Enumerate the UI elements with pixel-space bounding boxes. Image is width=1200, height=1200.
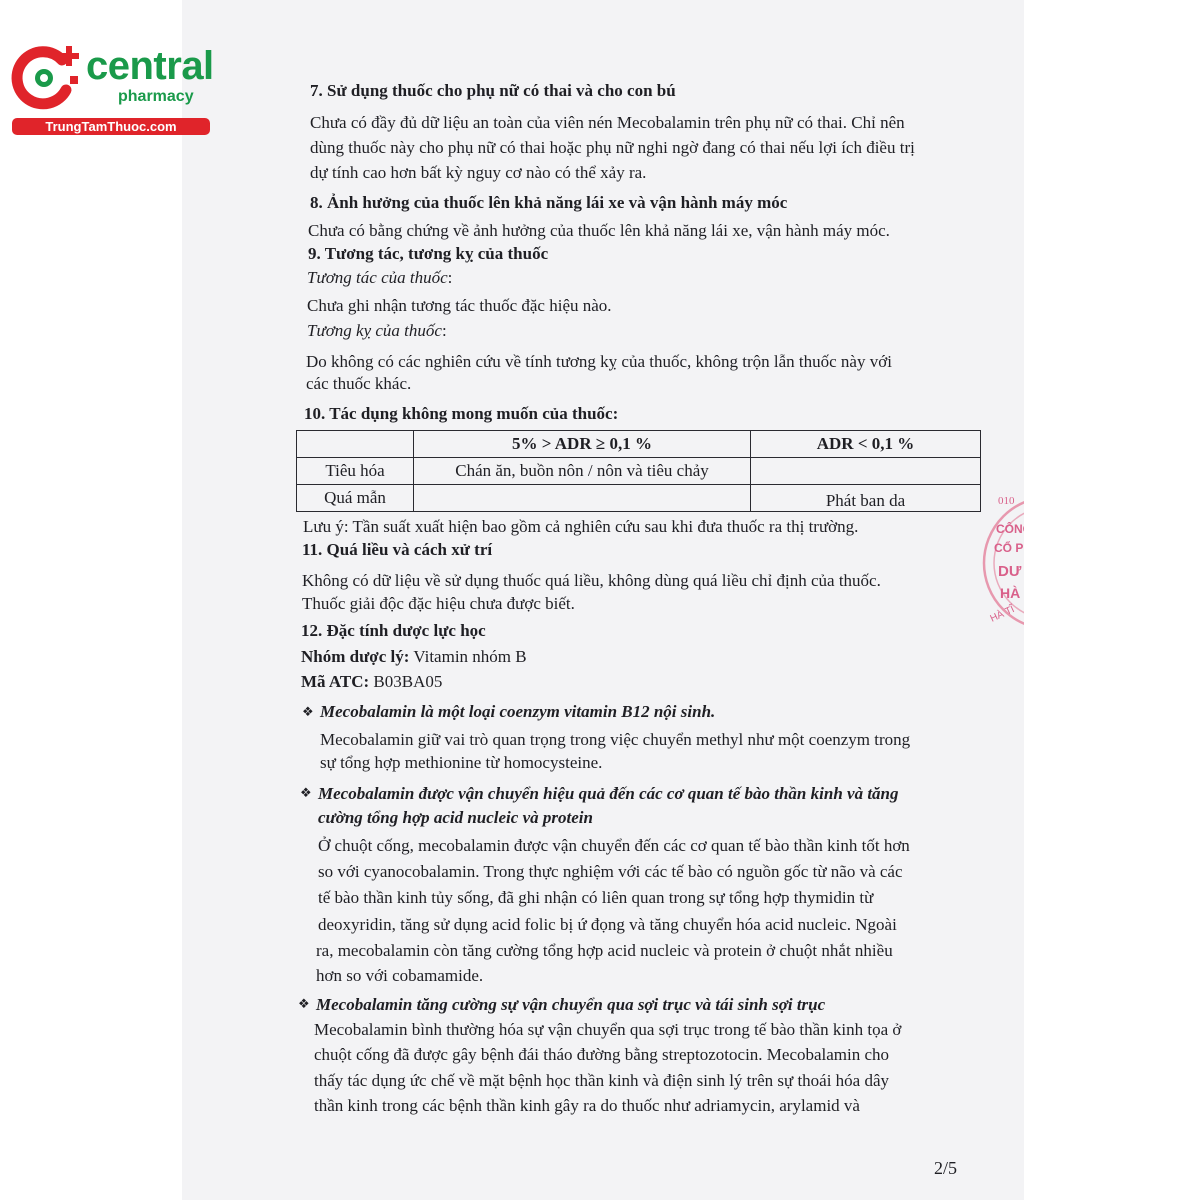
section-11-line: Thuốc giải độc đặc hiệu chưa được biết. xyxy=(302,594,575,613)
section-8-heading: 8. Ảnh hưởng của thuốc lên khả năng lái xe và vận hành máy móc xyxy=(310,193,788,212)
section-9-sub2-colon: : xyxy=(441,321,447,340)
page-number: 2/5 xyxy=(934,1158,958,1178)
section-7-heading: 7. Sử dụng thuốc cho phụ nữ có thai và cho con bú xyxy=(310,81,676,100)
bullet-title: Mecobalamin được vận chuyển hiệu quả đến các cơ quan tế bào thần kinh và tăng xyxy=(318,784,899,803)
table-header-cell: 5% > ADR ≥ 0,1 % xyxy=(414,431,751,458)
bullet-line: sự tổng hợp methionine từ homocysteine. xyxy=(320,753,603,772)
table-cell: Chán ăn, buồn nôn / nôn và tiêu chảy xyxy=(414,458,751,485)
adr-table xyxy=(296,430,981,512)
bullet-line: chuột cống đã được gây bệnh đái tháo đường bằng streptozotocin. Mecobalamin cho xyxy=(314,1045,890,1064)
company-stamp xyxy=(978,488,1032,638)
section-8-line: Chưa có bằng chứng về ảnh hưởng của thuốc lên khả năng lái xe, vận hành máy móc. xyxy=(308,221,890,240)
bullet-diamond-icon: ❖ xyxy=(300,785,312,800)
section-11-heading: 11. Quá liều và cách xử trí xyxy=(302,540,493,559)
table-cell: Tiêu hóa xyxy=(297,458,414,485)
section-9-line: các thuốc khác. xyxy=(306,374,412,393)
bullet-line: Ở chuột cống, mecobalamin được vận chuyển đến các cơ quan tế bào thần kinh tốt hơn xyxy=(318,836,910,855)
bullet-line: ra, mecobalamin còn tăng cường tổng hợp acid nucleic và protein ở chuột nhắt nhiều xyxy=(316,941,893,960)
brand-sub: pharmacy xyxy=(118,88,194,105)
stamp-text: HÀ xyxy=(1000,585,1021,601)
stamp-text: DƯ xyxy=(998,563,1022,580)
section-9-sub1-colon: : xyxy=(447,268,453,287)
stamp-text: HÀ TĨ xyxy=(988,604,1017,625)
table-header-row xyxy=(297,431,981,458)
section-9-sub2 xyxy=(307,320,447,342)
section-9-sub1-title: Tương tác của thuốc xyxy=(307,268,448,287)
section-7-line: dự tính cao hơn bất kỳ nguy cơ nào có thể xảy ra. xyxy=(310,163,647,182)
section-7-line: Chưa có đầy đủ dữ liệu an toàn của viên nén Mecobalamin trên phụ nữ có thai. Chỉ nên xyxy=(310,113,905,132)
table-row xyxy=(297,458,981,485)
bullet-line: tế bào thần kinh tủy sống, đã ghi nhận có liên quan trong sự tổng hợp thymidin từ xyxy=(318,888,874,907)
stamp-ring-icon xyxy=(978,488,1032,638)
pharmacologic-group-label: Nhóm dược lý: xyxy=(301,647,410,666)
bullet-line: Mecobalamin giữ vai trò quan trọng trong việc chuyển methyl như một coenzym trong xyxy=(320,730,911,749)
table-cell xyxy=(414,485,751,512)
bullet-line: so với cyanocobalamin. Trong thực nghiệm với các tế bào có nguồn gốc từ não và các xyxy=(318,862,903,881)
bullet-line: Mecobalamin bình thường hóa sự vận chuyển qua sợi trục trong tế bào thần kinh tọa ở xyxy=(314,1020,902,1039)
section-9-sub1 xyxy=(307,267,452,289)
table-cell xyxy=(751,458,981,485)
pharmacologic-group-value: Vitamin nhóm B xyxy=(409,647,527,666)
section-9-sub2-title: Tương kỵ của thuốc xyxy=(307,321,442,340)
section-11-line: Không có dữ liệu về sử dụng thuốc quá liều, không dùng quá liều chỉ định của thuốc. xyxy=(302,571,881,590)
section-12-heading: 12. Đặc tính dược lực học xyxy=(301,621,486,640)
brand-url[interactable]: TrungTamThuoc.com xyxy=(12,118,210,135)
stamp-text: 010 xyxy=(998,495,1015,507)
brand-name: central xyxy=(86,44,214,88)
bullet-line: thấy tác dụng ức chế về mặt bệnh học thần kinh và điện sinh lý trên sự thoái hóa dây xyxy=(314,1071,890,1090)
table-header-cell xyxy=(297,431,414,458)
section-9-line: Do không có các nghiên cứu về tính tương kỵ của thuốc, không trộn lẫn thuốc này với xyxy=(306,352,892,371)
bullet-title: cường tổng hợp acid nucleic và protein xyxy=(318,808,593,827)
table-row xyxy=(297,485,981,512)
bullet-diamond-icon: ❖ xyxy=(298,996,310,1011)
table-cell: Phát ban da xyxy=(751,485,981,512)
bullet-line: thần kinh trong các bệnh thần kinh gây ra do thuốc như adriamycin, arylamid và xyxy=(314,1096,860,1115)
table-header-cell: ADR < 0,1 % xyxy=(751,431,981,458)
atc-code xyxy=(301,671,442,693)
stamp-text: CỔ P xyxy=(994,541,1024,555)
pharmacologic-group xyxy=(301,646,527,668)
section-10-heading: 10. Tác dụng không mong muốn của thuốc: xyxy=(304,404,619,423)
bullet-title: Mecobalamin là một loại coenzym vitamin B12 nội sinh. xyxy=(320,702,716,721)
atc-code-value: B03BA05 xyxy=(369,672,443,691)
table-cell: Quá mẫn xyxy=(297,485,414,512)
section-9-line: Chưa ghi nhận tương tác thuốc đặc hiệu nào. xyxy=(307,296,612,315)
section-9-heading: 9. Tương tác, tương kỵ của thuốc xyxy=(308,244,549,263)
bullet-line: deoxyridin, tăng sử dụng acid folic bị ứ đọng và tăng chuyển hóa acid nucleic. Ngoài xyxy=(318,915,897,934)
bullet-line: hơn so với cobamamide. xyxy=(316,966,484,985)
atc-code-label: Mã ATC: xyxy=(301,672,370,691)
section-7-line: dùng thuốc này cho phụ nữ có thai hoặc phụ nữ nghi ngờ đang có thai nếu lợi ích điều trị xyxy=(310,138,915,157)
stamp-text: CÔNG xyxy=(996,522,1032,536)
bullet-title: Mecobalamin tăng cường sự vận chuyển qua sợi trục và tái sinh sợi trục xyxy=(316,995,826,1014)
section-10-note: Lưu ý: Tần suất xuất hiện bao gồm cả nghiên cứu sau khi đưa thuốc ra thị trường. xyxy=(303,517,859,536)
bullet-diamond-icon: ❖ xyxy=(302,704,314,719)
